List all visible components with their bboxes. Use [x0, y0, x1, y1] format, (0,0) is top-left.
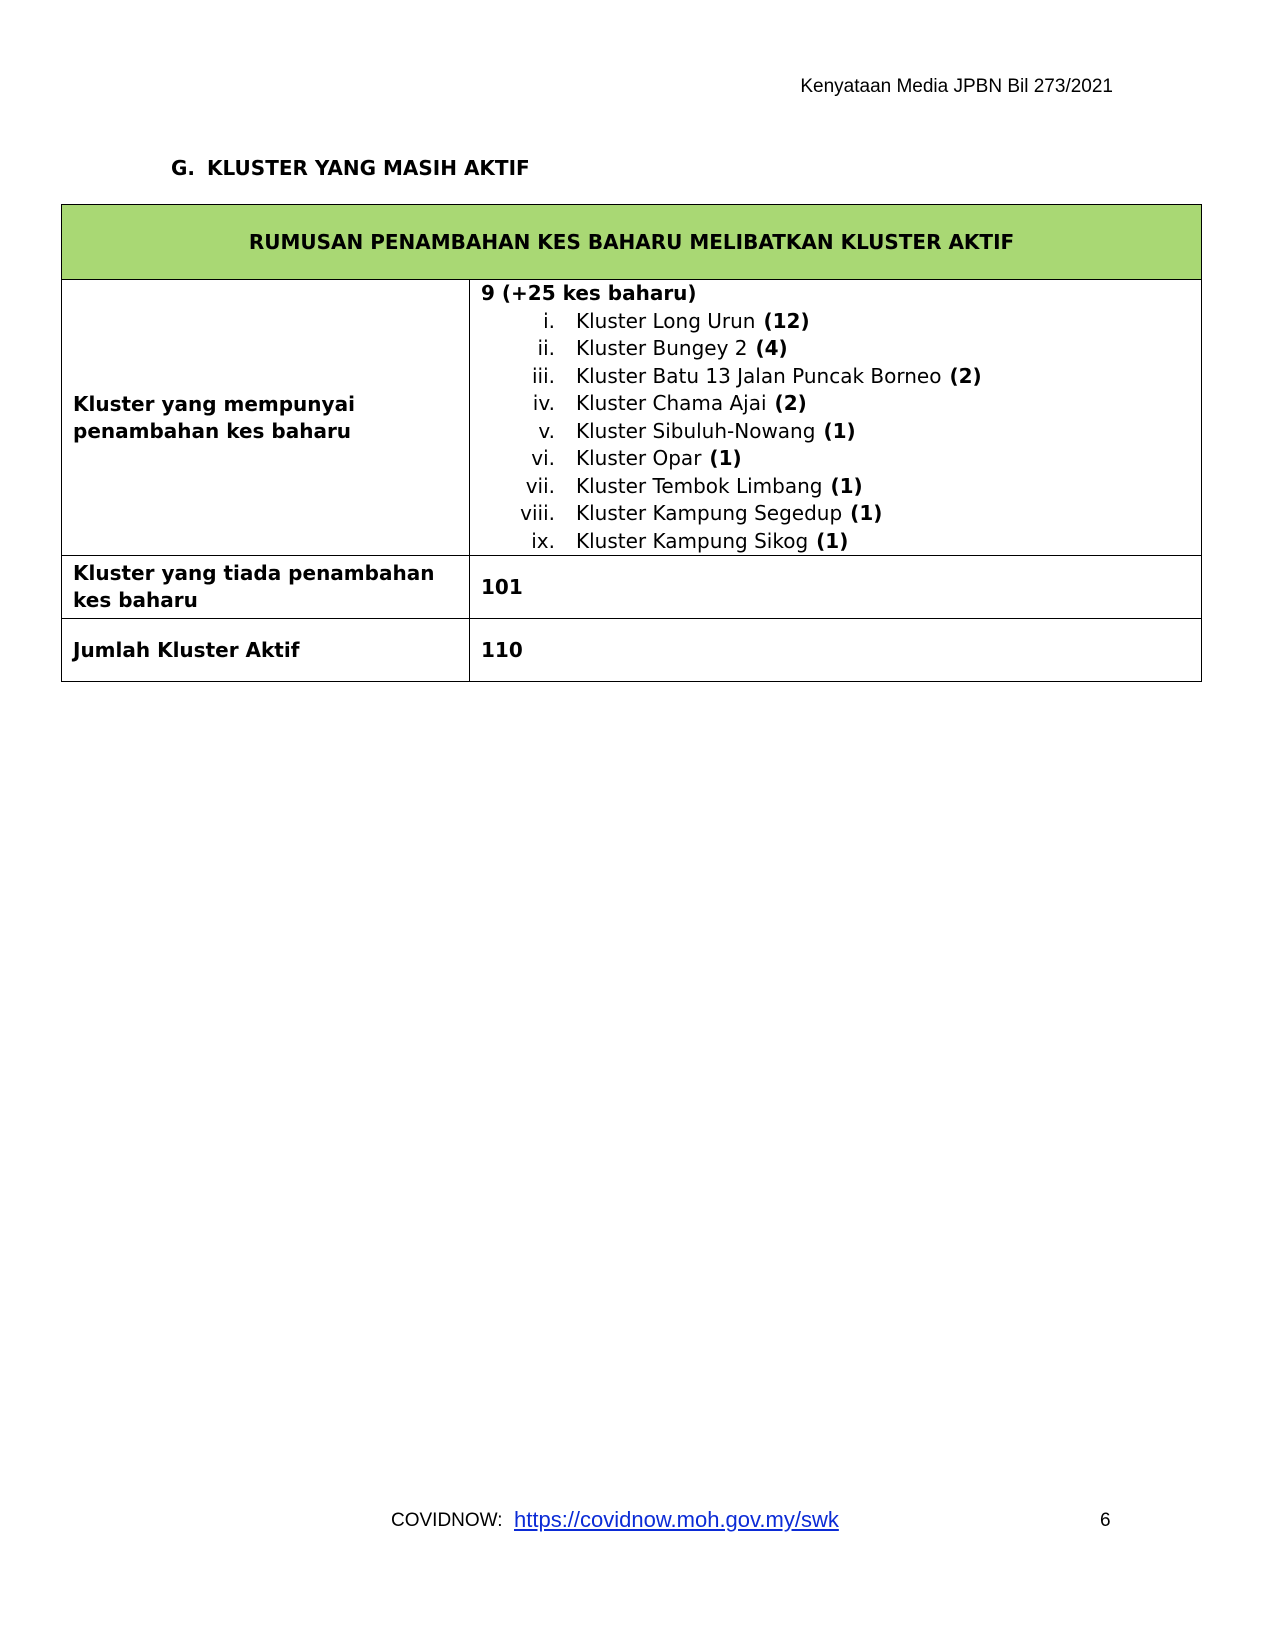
list-item [481, 308, 1190, 336]
table-row [62, 280, 1202, 556]
table-heading-row [62, 205, 1202, 280]
list-item [481, 418, 1190, 446]
list-item [481, 500, 1190, 528]
list-item [481, 473, 1190, 501]
list-numeral: iv. [532, 391, 555, 415]
cluster-name: Kluster Bungey 2 [576, 336, 748, 360]
cluster-case-count: (1) [823, 418, 856, 443]
section-letter: G. [171, 156, 196, 180]
no-new-cases-value: 101 [470, 556, 1202, 619]
cluster-case-count: (2) [774, 391, 807, 415]
new-cases-summary: 9 (+25 kes baharu) [481, 281, 697, 305]
table-row [62, 556, 1202, 619]
list-item [481, 528, 1190, 556]
list-item [481, 390, 1190, 418]
total-active-clusters-value: 110 [470, 619, 1202, 682]
cluster-case-count: (1) [816, 528, 849, 553]
cluster-case-count: (1) [830, 473, 863, 498]
page-number: 6 [1100, 1510, 1111, 1531]
cluster-case-count: (1) [850, 501, 883, 525]
cluster-case-count: (4) [755, 336, 788, 360]
row-label-new-cases: Kluster yang mempunyai penambahan kes baharu [62, 280, 470, 556]
cluster-name: Kluster Chama Ajai [576, 391, 767, 415]
new-cases-cell [470, 280, 1202, 556]
table-row [62, 619, 1202, 682]
list-numeral: v. [538, 418, 555, 443]
cluster-name: Kluster Tembok Limbang [576, 473, 823, 498]
list-numeral: vi. [531, 446, 555, 470]
footer-label: COVIDNOW: [391, 1510, 503, 1531]
row-label-total: Jumlah Kluster Aktif [62, 619, 470, 682]
row-label-no-new-cases: Kluster yang tiada penambahan kes baharu [62, 556, 470, 619]
cluster-name: Kluster Long Urun [576, 308, 756, 333]
active-cluster-table [61, 204, 1202, 682]
section-title [171, 156, 530, 180]
cluster-name: Kluster Opar [576, 446, 702, 470]
cluster-case-count: (12) [763, 308, 810, 333]
list-numeral: ix. [531, 528, 555, 553]
list-item [481, 445, 1190, 473]
cluster-case-count: (2) [949, 363, 982, 388]
cluster-name: Kluster Batu 13 Jalan Puncak Borneo [576, 363, 942, 388]
cluster-name: Kluster Kampung Sikog [576, 528, 809, 553]
section-title-text: KLUSTER YANG MASIH AKTIF [207, 156, 530, 180]
list-item [481, 335, 1190, 363]
covidnow-link[interactable]: https://covidnow.moh.gov.my/swk [514, 1507, 839, 1532]
cluster-list [481, 308, 1190, 556]
list-numeral: iii. [531, 363, 555, 388]
cluster-name: Kluster Kampung Segedup [576, 501, 843, 525]
cluster-name: Kluster Sibuluh-Nowang [576, 418, 816, 443]
list-numeral: vii. [525, 473, 555, 498]
list-numeral: i. [543, 308, 555, 333]
list-item [481, 363, 1190, 391]
document-reference: Kenyataan Media JPBN Bil 273/2021 [800, 76, 1113, 97]
table-heading: RUMUSAN PENAMBAHAN KES BAHARU MELIBATKAN KLUSTER AKTIF [62, 205, 1202, 280]
list-numeral: viii. [520, 501, 555, 525]
list-numeral: ii. [537, 336, 555, 360]
cluster-case-count: (1) [709, 446, 742, 470]
